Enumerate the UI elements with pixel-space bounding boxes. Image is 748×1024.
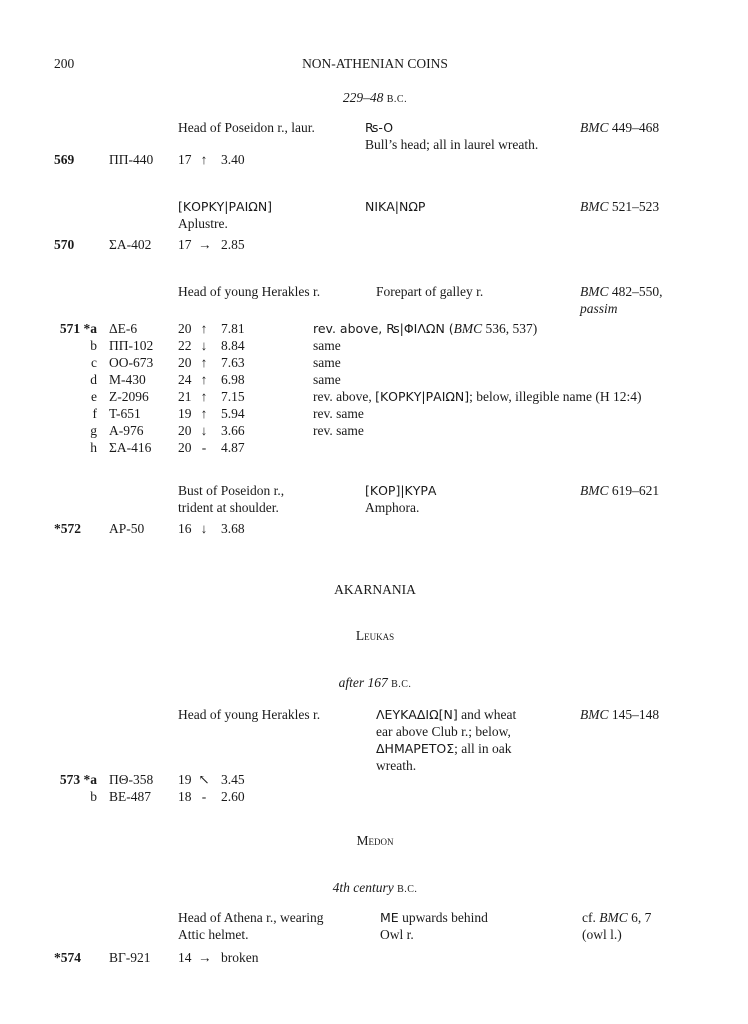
axis-arrow-icon: ↓ xyxy=(200,521,208,536)
reference: BMC 482–550, xyxy=(580,284,663,299)
reference-passim: passim xyxy=(580,301,618,316)
axis-arrow-icon: ↓ xyxy=(200,338,208,353)
reference: cf. BMC 6, 7 xyxy=(582,910,652,925)
coin-size: 21 xyxy=(178,389,192,404)
variant-letter: f xyxy=(92,406,97,421)
coin-note: same xyxy=(313,355,341,370)
variant-letter: g xyxy=(90,423,97,438)
running-title: NON-ATHENIAN COINS xyxy=(302,56,448,71)
obverse-description: Bust of Poseidon r., xyxy=(178,483,285,498)
axis-arrow-icon: ↓ xyxy=(200,423,208,438)
axis-arrow-icon: ↑ xyxy=(200,372,208,387)
axis-arrow-icon: - xyxy=(201,789,207,804)
coin-size: 19 xyxy=(178,406,192,421)
coin-size: 16 xyxy=(178,521,192,536)
reference: BMC 145–148 xyxy=(580,707,660,722)
coin-weight: 2.85 xyxy=(221,237,245,252)
variant-letter: d xyxy=(90,372,97,387)
inventory-number: ΟΟ-673 xyxy=(109,355,154,370)
variant-letter: b xyxy=(90,338,97,353)
coin-size: 18 xyxy=(178,789,192,804)
inventory-number: ΣΑ-416 xyxy=(109,440,152,455)
inventory-number: ΠΠ-440 xyxy=(109,152,154,167)
obverse-description: Head of Athena r., wearing xyxy=(178,910,324,925)
coin-size: 17 xyxy=(178,237,192,252)
variant-letter: h xyxy=(90,440,97,455)
inventory-number: ΣΑ-402 xyxy=(109,237,152,252)
period-heading: after 167 B.C. xyxy=(338,675,412,690)
coin-weight: 7.15 xyxy=(221,389,245,404)
coin-size: 17 xyxy=(178,152,192,167)
inventory-number: Α-976 xyxy=(109,423,144,438)
variant-letter: b xyxy=(90,789,97,804)
coin-weight: 6.98 xyxy=(221,372,245,387)
inventory-number: ΠΠ-102 xyxy=(109,338,154,353)
coin-size: 20 xyxy=(178,440,192,455)
reference: BMC 619–621 xyxy=(580,483,660,498)
catalog-number: 571 *a xyxy=(59,321,97,336)
catalog-number: 569 xyxy=(54,152,75,167)
inventory-number: ΒΓ-921 xyxy=(109,950,151,965)
reverse-description-line2: ear above Club r.; below, xyxy=(376,724,511,739)
page-number: 200 xyxy=(54,56,75,71)
reverse-description-line2: Owl r. xyxy=(380,927,414,942)
inventory-number: Μ-430 xyxy=(109,372,146,387)
catalog-number: *574 xyxy=(54,950,81,965)
reverse-description: Bull’s head; all in laurel wreath. xyxy=(365,137,539,152)
variant-letter: c xyxy=(91,355,97,370)
coin-weight: 4.87 xyxy=(221,440,245,455)
obverse-description: Head of Poseidon r., laur. xyxy=(178,120,315,135)
coin-size: 20 xyxy=(178,423,192,438)
coin-note: same xyxy=(313,372,341,387)
reference-line2: (owl l.) xyxy=(582,927,622,942)
region-heading: AKARNANIA xyxy=(334,582,416,597)
reverse-description-line4: wreath. xyxy=(376,758,417,773)
reverse-legend: ΝΙΚΑ|ΝΩΡ xyxy=(365,199,426,214)
obverse-description-line2: trident at shoulder. xyxy=(178,500,279,515)
obverse-description: Head of young Herakles r. xyxy=(178,284,321,299)
coin-weight: 7.63 xyxy=(221,355,245,370)
reverse-description: Forepart of galley r. xyxy=(376,284,484,299)
variant-letter: e xyxy=(91,389,97,404)
inventory-number: ΒΕ-487 xyxy=(109,789,151,804)
inventory-number: ΔΕ-6 xyxy=(109,321,138,336)
period-heading: 229–48 B.C. xyxy=(342,90,408,105)
inventory-number: Τ-651 xyxy=(109,406,141,421)
reverse-legend: [ΚΟΡ]|ΚΥΡΑ xyxy=(365,483,437,498)
reverse-description: Amphora. xyxy=(365,500,420,515)
axis-arrow-icon: → xyxy=(198,950,212,965)
obverse-description-line2: Attic helmet. xyxy=(178,927,249,942)
inventory-number: Ζ-2096 xyxy=(109,389,149,404)
axis-arrow-icon: ↑ xyxy=(200,152,208,167)
coin-size: 14 xyxy=(178,950,192,965)
coin-size: 20 xyxy=(178,321,192,336)
coin-note: rev. above, [ΚΟΡΚΥ|ΡΑΙΩΝ]; below, illegible name (H 12:4) xyxy=(313,389,642,404)
city-heading: Leukas xyxy=(355,628,395,643)
obverse-description: Head of young Herakles r. xyxy=(178,707,321,722)
coin-note: rev. same xyxy=(313,423,364,438)
axis-arrow-icon: ↑ xyxy=(200,321,208,336)
coin-size: 19 xyxy=(178,772,192,787)
catalog-number: 570 xyxy=(54,237,75,252)
coin-note: same xyxy=(313,338,341,353)
coin-size: 22 xyxy=(178,338,192,353)
coin-size: 20 xyxy=(178,355,192,370)
catalog-number: 573 *a xyxy=(59,772,97,787)
reverse-legend: ₨-O xyxy=(365,120,394,135)
coin-note: rev. above, ₨|ΦΙΛΩΝ (BMC 536, 537) xyxy=(313,321,538,336)
axis-arrow-icon: ↑ xyxy=(200,406,208,421)
coin-weight: 5.94 xyxy=(221,406,245,421)
catalog-number: *572 xyxy=(54,521,81,536)
coin-weight: 7.81 xyxy=(221,321,245,336)
coin-weight: 3.40 xyxy=(221,152,245,167)
axis-arrow-icon: - xyxy=(201,440,207,455)
obverse-description: Aplustre. xyxy=(178,216,228,231)
reverse-description: ΜΕ upwards behind xyxy=(380,910,488,925)
axis-arrow-icon: ↑ xyxy=(200,355,208,370)
coin-weight: 3.68 xyxy=(221,521,245,536)
coin-weight: 2.60 xyxy=(221,789,245,804)
reference: BMC 521–523 xyxy=(580,199,660,214)
reverse-description: ΛΕΥΚΑΔΙΩ[Ν] and wheat xyxy=(376,707,517,722)
reference: BMC 449–468 xyxy=(580,120,660,135)
coin-weight: 8.84 xyxy=(221,338,245,353)
coin-size: 24 xyxy=(178,372,192,387)
axis-arrow-icon: ↑ xyxy=(200,389,208,404)
period-heading: 4th century B.C. xyxy=(332,880,418,895)
city-heading: Medon xyxy=(356,833,394,848)
inventory-number: ΠΘ-358 xyxy=(109,772,154,787)
obverse-legend: [ΚΟΡΚΥ|ΡΑΙΩΝ] xyxy=(178,199,273,214)
coin-weight: 3.66 xyxy=(221,423,245,438)
reverse-description-line3: ΔΗΜΑΡΕΤΟΣ; all in oak xyxy=(376,741,512,756)
axis-arrow-icon: → xyxy=(198,237,212,252)
inventory-number: ΑΡ-50 xyxy=(109,521,145,536)
coin-weight: broken xyxy=(221,950,259,965)
coin-weight: 3.45 xyxy=(221,772,245,787)
coin-note: rev. same xyxy=(313,406,364,421)
axis-arrow-icon: ↖ xyxy=(198,772,210,787)
